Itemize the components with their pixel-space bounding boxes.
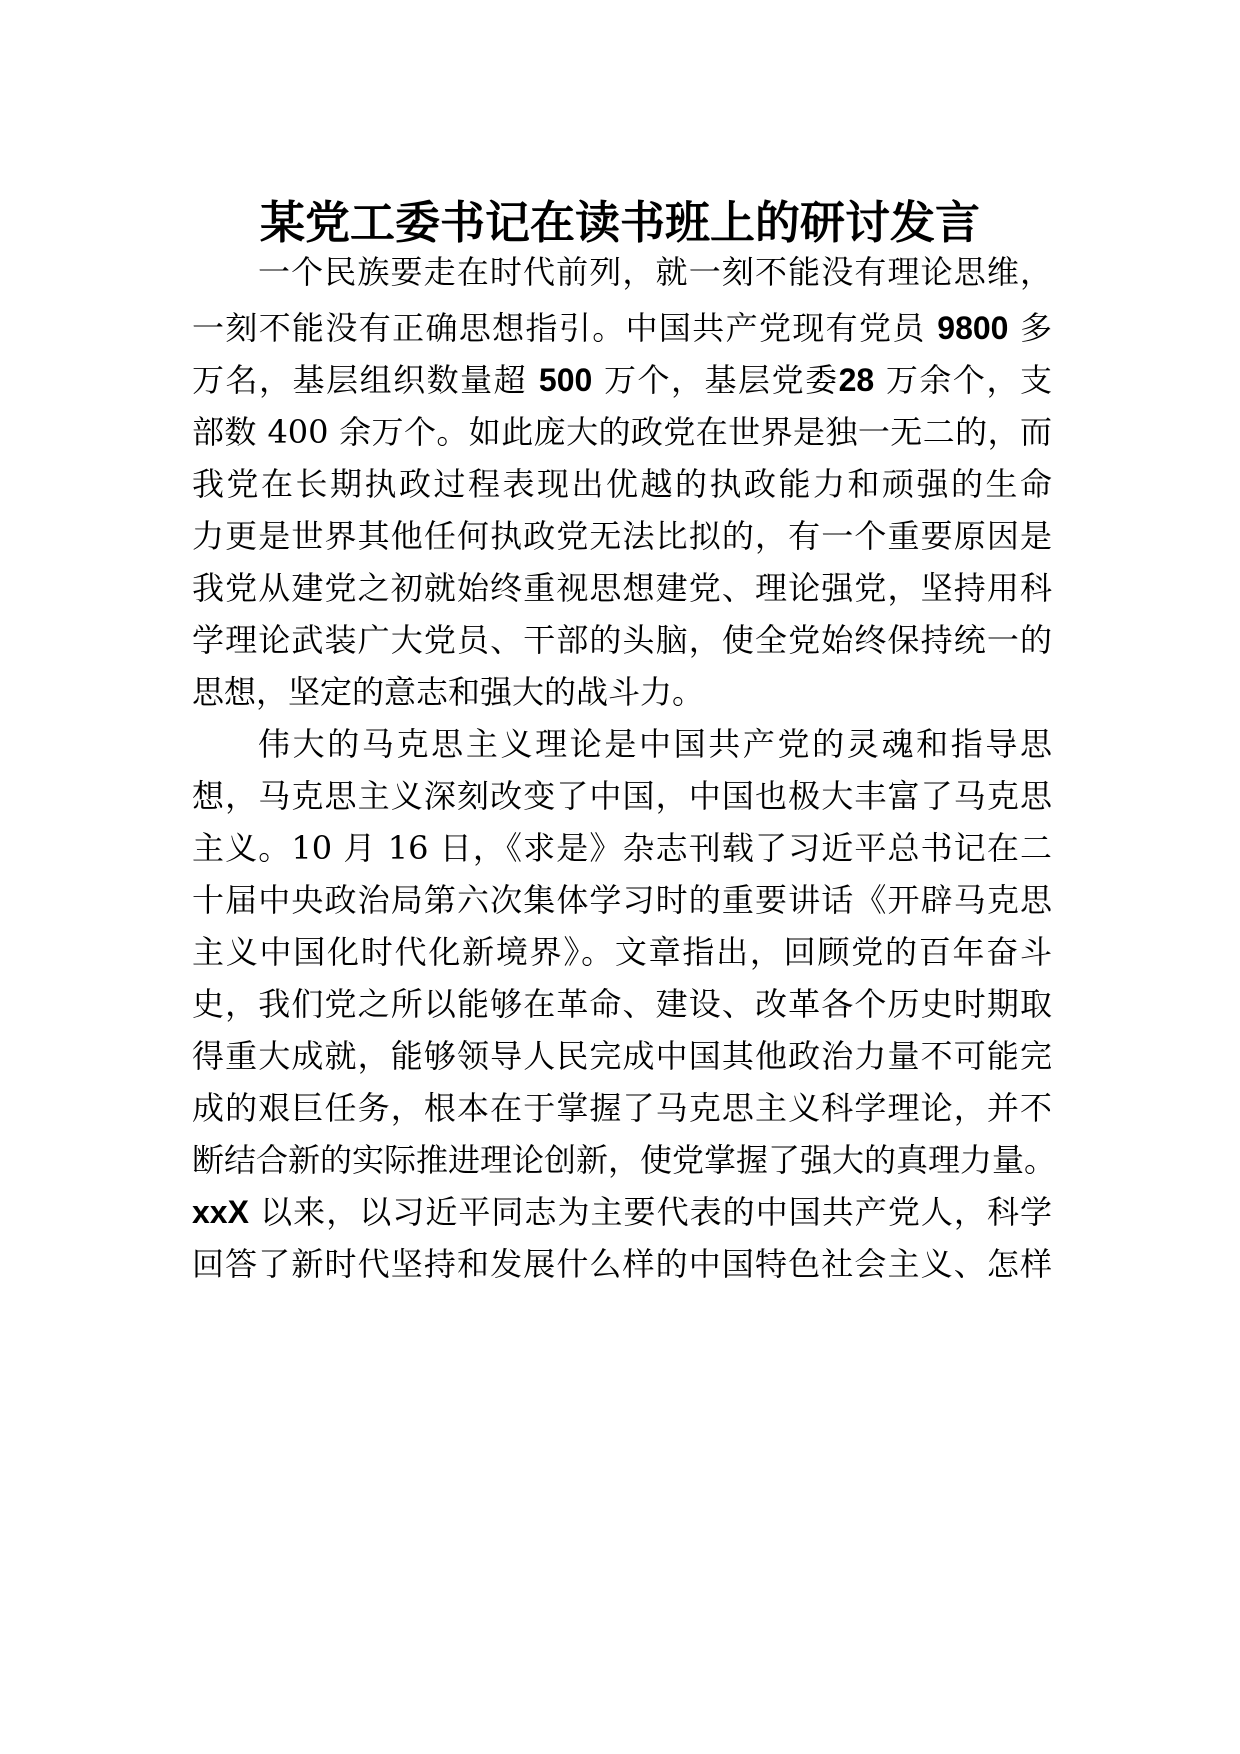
paragraph-2-line-8: 成的艰巨任务，根本在于掌握了马克思主义科学理论，并不 — [192, 1089, 1052, 1127]
paragraph-2-line-9: 断结合新的实际推进理论创新，使党掌握了强大的真理力量。 — [192, 1141, 1057, 1179]
paragraph-1-line-9: 思想，坚定的意志和强大的战斗力。 — [192, 673, 705, 711]
paragraph-2-line-10 — [192, 1184, 1052, 1240]
org-count: 500 — [538, 362, 593, 398]
text-segment: 万余个，支 — [874, 361, 1052, 399]
paragraph-1-line-2 — [192, 300, 1052, 356]
text-segment-bold: xxX — [192, 1194, 249, 1230]
paragraph-2-line-7: 得重大成就，能够领导人民完成中国其他政治力量不可能完 — [192, 1037, 1052, 1075]
text-segment: 万名，基层组织数量超 — [192, 361, 539, 399]
paragraph-1-line-8: 学理论武装广大党员、干部的头脑，使全党始终保持统一的 — [192, 621, 1052, 659]
paragraph-1-line-1: 一个民族要走在时代前列，就一刻不能没有理论思维， — [258, 253, 1052, 291]
paragraph-2-line-4: 十届中央政治局第六次集体学习时的重要讲话《开辟马克思 — [192, 881, 1052, 919]
paragraph-2-line-5: 主义中国化时代化新境界》。文章指出，回顾党的百年奋斗 — [192, 933, 1052, 971]
committee-count: 28 — [838, 362, 875, 398]
text-segment: 以来，以习近平同志为主要代表的中国共产党人，科学 — [248, 1193, 1052, 1231]
member-count: 9800 — [937, 310, 1009, 346]
paragraph-2-line-2: 想，马克思主义深刻改变了中国，中国也极大丰富了马克思 — [192, 777, 1052, 815]
paragraph-2-line-11: 回答了新时代坚持和发展什么样的中国特色社会主义、怎样 — [192, 1245, 1052, 1283]
paragraph-1-line-4: 部数 400 余万个。如此庞大的政党在世界是独一无二的，而 — [192, 413, 1052, 451]
paragraph-1-line-7: 我党从建党之初就始终重视思想建党、理论强党，坚持用科 — [192, 569, 1052, 607]
text-segment: 万个，基层党委 — [592, 361, 839, 399]
paragraph-1-line-3 — [192, 352, 1052, 408]
paragraph-1-line-6: 力更是世界其他任何执政党无法比拟的，有一个重要原因是 — [192, 517, 1052, 555]
text-segment: 一刻不能没有正确思想指引。中国共产党现有党员 — [192, 309, 938, 347]
paragraph-2-line-3: 主义。10 月 16 日，《求是》杂志刊载了习近平总书记在二 — [192, 829, 1052, 867]
paragraph-1-line-5: 我党在长期执政过程表现出优越的执政能力和顽强的生命 — [192, 465, 1052, 503]
text-segment: 多 — [1008, 309, 1052, 347]
paragraph-2-line-1: 伟大的马克思主义理论是中国共产党的灵魂和指导思 — [258, 725, 1052, 763]
paragraph-2-line-6: 史，我们党之所以能够在革命、建设、改革各个历史时期取 — [192, 985, 1052, 1023]
document-title: 某党工委书记在读书班上的研讨发言 — [259, 196, 980, 249]
